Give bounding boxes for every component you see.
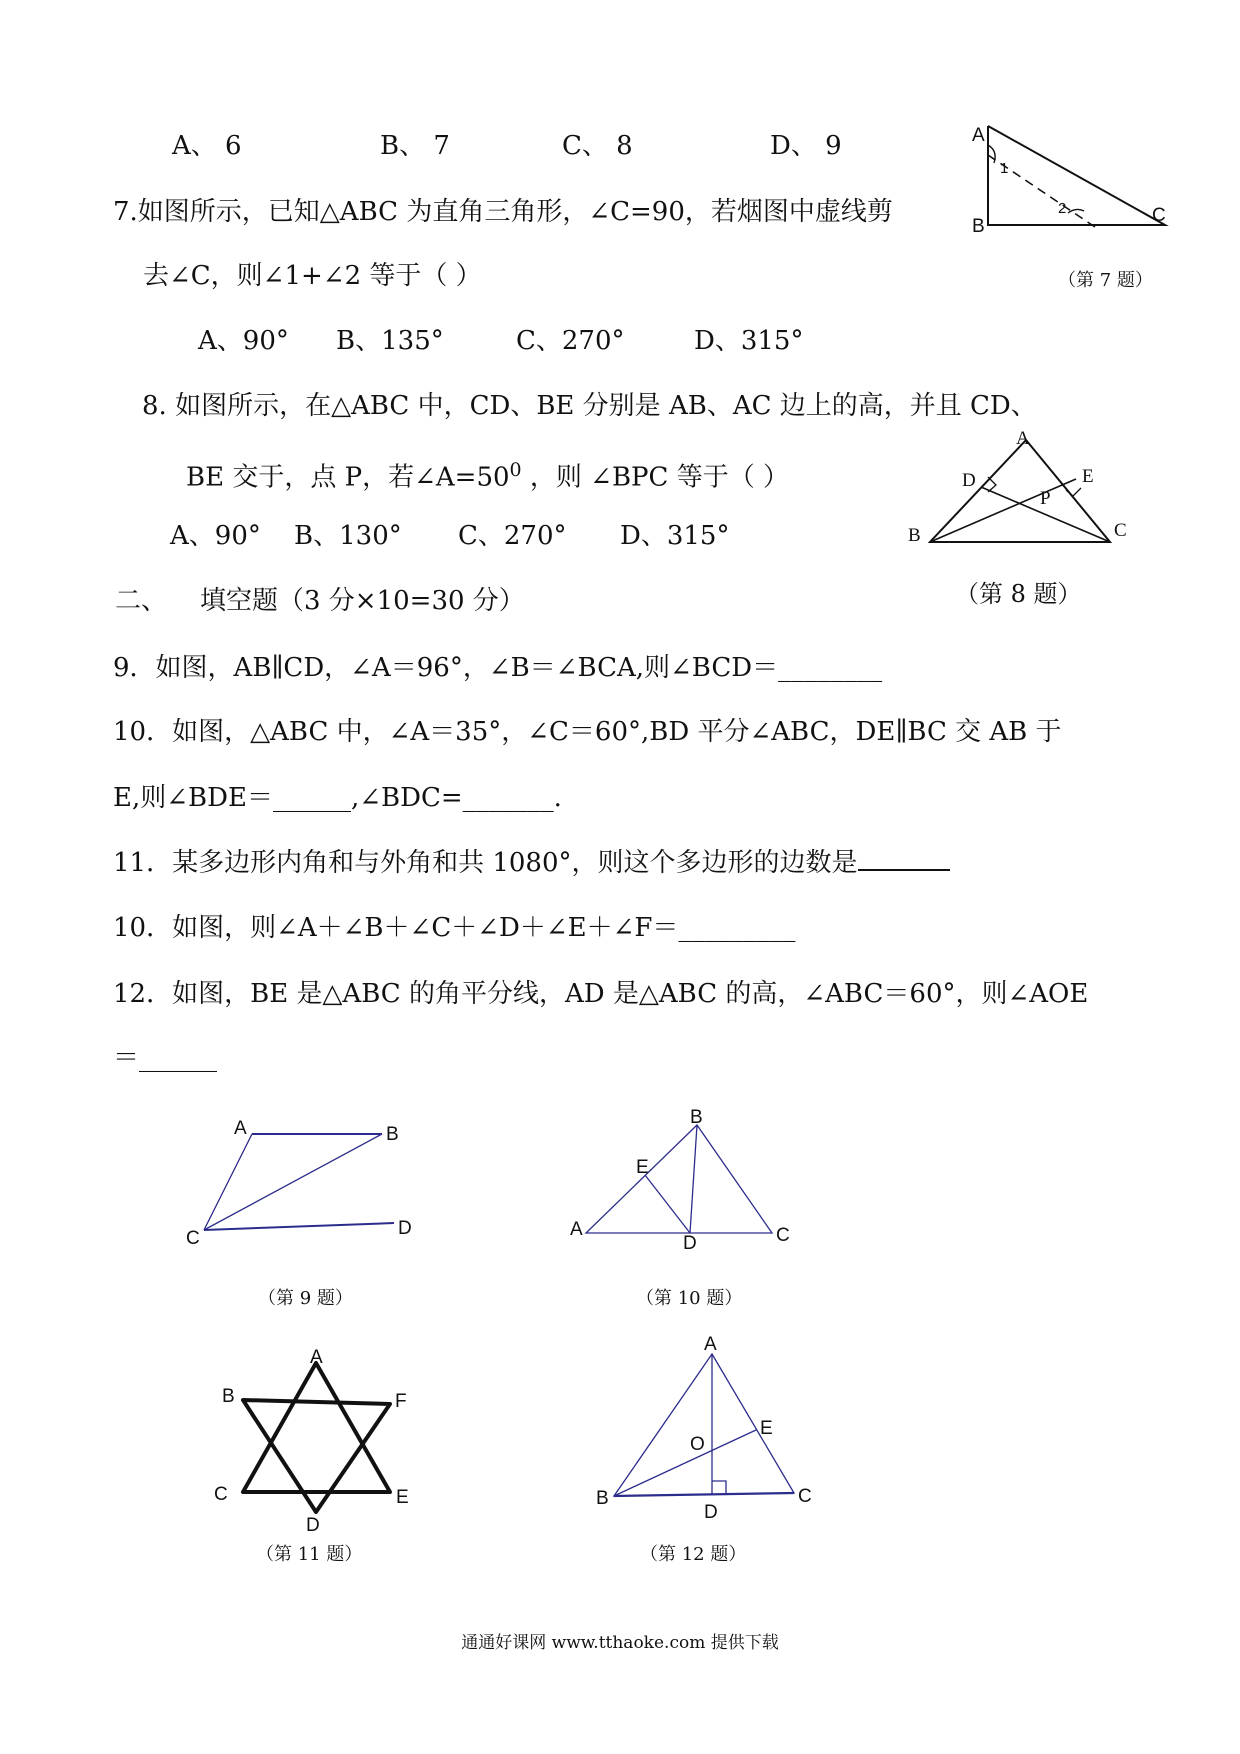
q7-option-c: C、270° [516,326,625,356]
fig12-label-c: C [798,1486,812,1507]
fig12-label-e: E [760,1418,773,1439]
fig11-caption: （第 11 题） [256,1544,363,1565]
q10-text-line1: 10．如图，△ABC 中，∠A＝35°，∠C＝60°,BD 平分∠ABC，DE∥BC 交 AB 于 [113,717,1062,747]
fig11-label-a: A [310,1347,323,1368]
q8-text-line1: 8. 如图所示，在△ABC 中，CD、BE 分别是 AB、AC 边上的高，并且 CD、 [142,391,1037,421]
fig11-label-c: C [214,1484,228,1505]
q7-label-c: C [1152,205,1166,226]
q11-answer-blank [858,847,950,871]
fig10-label-e: E [636,1157,649,1178]
q6-option-a: A、 6 [172,131,242,161]
fig12-caption: （第 12 题） [640,1544,747,1565]
fig11-label-f: F [395,1391,407,1412]
section2-title: 填空题（3 分×10=30 分） [200,586,525,616]
fig10-label-d: D [683,1233,697,1254]
q11-text: 11．某多边形内角和与外角和共 1080°，则这个多边形的边数是 [113,847,950,879]
q8-option-b: B、130° [294,521,402,551]
q7-text-line1: 7.如图所示，已知△ABC 为直角三角形，∠C=90，若烟图中虚线剪 [113,197,893,227]
fig11-label-e: E [396,1487,409,1508]
fig9-label-d: D [398,1218,412,1239]
q8-figure [900,430,1140,550]
q8-option-d: D、315° [620,521,730,551]
q7-text-line2: 去∠C，则∠1+∠2 等于（ ） [143,261,482,291]
q10b-text: 10．如图，则∠A＋∠B＋∠C＋∠D＋∠E＋∠F＝_________ [113,913,796,943]
q8-degree-superscript: 0 [509,459,522,481]
q7-label-a: A [972,125,985,146]
q8-option-c: C、270° [458,521,567,551]
q7-option-a: A、90° [198,326,289,356]
fig10-label-a: A [570,1219,583,1240]
fig9-label-b: B [386,1124,399,1145]
q8-label-d: D [962,470,976,491]
section2-number: 二、 [115,586,168,616]
q7-option-b: B、135° [336,326,444,356]
fig12-label-b: B [596,1488,609,1509]
fig11-figure [200,1345,440,1535]
q8-label-a: A [1016,428,1030,449]
q8-option-a: A、90° [170,521,261,551]
fig10-label-b: B [690,1107,703,1128]
q7-label-1: 1 [1000,160,1009,177]
fig9-label-c: C [186,1228,200,1249]
fig9-caption: （第 9 题） [258,1288,353,1309]
q8-figure-caption: （第 8 题） [955,580,1082,608]
footer-source-text: 通通好课网 www.tthaoke.com 提供下载 [461,1633,779,1653]
fig11-label-b: B [222,1386,235,1407]
q8-label-c: C [1114,520,1127,541]
fig12-label-o: O [690,1434,705,1455]
q8-label-p: P [1040,488,1051,509]
q8-label-e: E [1082,466,1094,487]
q10-text-line2: E,则∠BDE＝______,∠BDC=_______. [113,783,562,813]
q6-option-b: B、 7 [380,131,450,161]
q12-text-line2: ＝______ [113,1043,218,1073]
q7-figure-caption: （第 7 题） [1058,270,1153,291]
q12-text-line1: 12．如图，BE 是△ABC 的角平分线，AD 是△ABC 的高，∠ABC＝60°，则∠AOE [113,979,1089,1009]
fig10-label-c: C [776,1225,790,1246]
q8-label-b: B [908,525,921,546]
q6-option-d: D、 9 [770,131,842,161]
fig9-figure [180,1110,420,1260]
q6-option-c: C、 8 [562,131,633,161]
q7-option-d: D、315° [694,326,804,356]
fig11-label-d: D [306,1515,320,1536]
q7-figure [970,115,1180,240]
fig10-figure [560,1105,810,1255]
fig10-caption: （第 10 题） [636,1288,743,1309]
fig9-label-a: A [234,1118,247,1139]
q7-label-b: B [972,216,985,237]
q9-text: 9．如图，AB∥CD，∠A＝96°，∠B＝∠BCA,则∠BCD＝________ [113,653,883,683]
fig12-figure [590,1330,830,1530]
q7-label-2: 2 [1058,200,1067,217]
fig12-label-a: A [704,1334,717,1355]
fig12-label-d: D [704,1502,718,1523]
q8-text-line2: BE 交于，点 P，若$\angle A=50^0$ ，则 ∠BPC 等于（ ） [186,459,789,493]
